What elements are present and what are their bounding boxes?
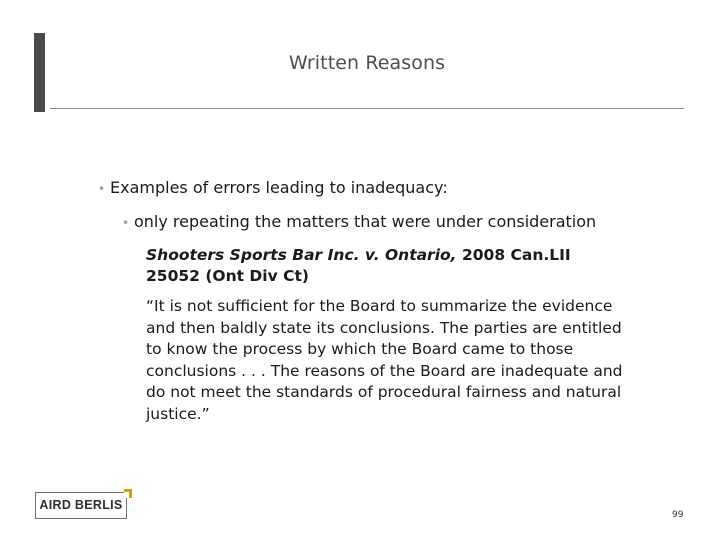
bullet-level-1-text: Examples of errors leading to inadequacy: — [110, 178, 448, 197]
logo-text: AIRD BERLIS — [39, 498, 123, 512]
bullet-level-2-text: only repeating the matters that were under consideration — [134, 212, 597, 231]
slide-title: Written Reasons — [288, 52, 446, 74]
case-citation — [146, 245, 626, 287]
bullet-dot-icon: • — [98, 182, 106, 196]
page-number: 99 — [672, 510, 684, 520]
bullet-level-2 — [122, 212, 596, 231]
title-divider — [50, 108, 684, 109]
case-reference: 2008 Can.LII 25052 (Ont Div Ct) — [146, 246, 571, 285]
title-accent-bar — [34, 33, 45, 112]
case-quote: “It is not sufficient for the Board to summarize the evidence and then baldly state its conclusions. The parties are entitled to know the process by which the Board came to those conclusions . . . The reasons of the Board are inadequate and do not meet the standards of procedural fairness and natural justice.” — [146, 297, 623, 423]
case-name: Shooters Sports Bar Inc. v. Ontario, — [146, 246, 457, 264]
bullet-level-1 — [98, 178, 448, 197]
bullet-dot-icon: • — [122, 216, 130, 230]
firm-logo — [35, 489, 130, 521]
logo-accent-mark — [124, 489, 132, 498]
